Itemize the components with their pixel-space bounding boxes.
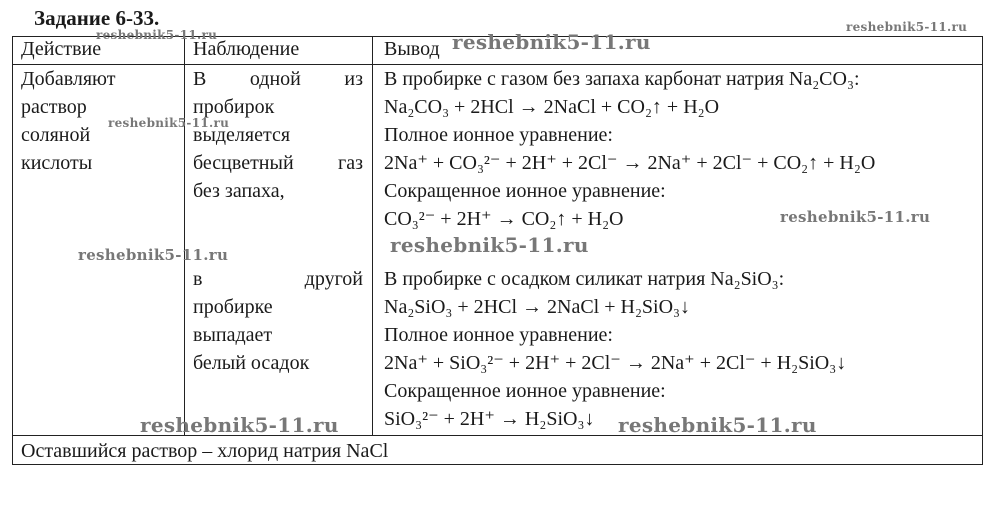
watermark: reshebnik5-11.ru <box>78 246 229 264</box>
action-line: соляной <box>21 124 91 146</box>
column-divider-1 <box>184 37 185 435</box>
header-action: Действие <box>21 38 102 60</box>
observation-2-cell <box>193 265 363 377</box>
watermark: reshebnik5-11.ru <box>108 116 230 130</box>
watermark: reshebnik5-11.ru <box>140 413 339 437</box>
silicate-molecular-equation: Na₂SiO₃ + 2HCl → 2NaCl + H₂SiO₃↓ <box>384 296 691 318</box>
conclusion-2-cell <box>384 265 846 433</box>
silicate-short-ionic-equation: SiO₃²⁻ + 2H⁺ → H₂SiO₃↓ <box>384 408 595 430</box>
watermark: reshebnik5-11.ru <box>618 413 817 437</box>
carbonate-molecular-equation: Na₂CO₃ + 2HCl → 2NaCl + CO₂↑ + H₂O <box>384 96 720 118</box>
watermark: reshebnik5-11.ru <box>452 30 651 54</box>
column-divider-2 <box>372 37 373 435</box>
footer-row: Оставшийся раствор – хлорид натрия NaCl <box>21 440 389 462</box>
observation-line: выделяется <box>193 124 291 146</box>
header-conclusion: Вывод <box>384 38 440 60</box>
observation-line: пробирке <box>193 296 273 318</box>
watermark: reshebnik5-11.ru <box>96 28 218 42</box>
observation-line: без запаха, <box>193 180 285 202</box>
observation-line: пробирок <box>193 96 275 118</box>
full-ionic-label: Полное ионное уравнение: <box>384 324 613 346</box>
header-observation: Наблюдение <box>193 38 300 60</box>
action-line: раствор <box>21 96 87 118</box>
action-line: кислоты <box>21 152 93 174</box>
watermark: reshebnik5-11.ru <box>780 208 931 226</box>
observation-line: бесцветный газ <box>193 152 363 174</box>
action-line: Добавляют <box>21 68 116 90</box>
carbonate-intro: В пробирке с газом без запаха карбонат натрия Na₂CO₃: <box>384 68 860 90</box>
observation-line: В одной из <box>193 68 363 90</box>
observation-1-cell <box>193 65 363 205</box>
watermark: reshebnik5-11.ru <box>846 20 968 34</box>
carbonate-full-ionic-equation: 2Na⁺ + CO₃²⁻ + 2H⁺ + 2Cl⁻ → 2Na⁺ + 2Cl⁻ + CO₂↑ + H₂O <box>384 152 876 174</box>
short-ionic-label: Сокращенное ионное уравнение: <box>384 380 666 402</box>
short-ionic-label: Сокращенное ионное уравнение: <box>384 180 666 202</box>
observation-line: выпадает <box>193 324 273 346</box>
silicate-full-ionic-equation: 2Na⁺ + SiO₃²⁻ + 2H⁺ + 2Cl⁻ → 2Na⁺ + 2Cl⁻ + H₂SiO₃↓ <box>384 352 847 374</box>
task-title: Задание 6-33. <box>34 6 160 30</box>
silicate-intro: В пробирке с осадком силикат натрия Na₂SiO₃: <box>384 268 785 290</box>
watermark: reshebnik5-11.ru <box>390 233 589 257</box>
observation-line: белый осадок <box>193 352 310 374</box>
observation-line: в другой <box>193 268 363 290</box>
carbonate-short-ionic-equation: CO₃²⁻ + 2H⁺ → CO₂↑ + H₂O <box>384 208 624 230</box>
full-ionic-label: Полное ионное уравнение: <box>384 124 613 146</box>
